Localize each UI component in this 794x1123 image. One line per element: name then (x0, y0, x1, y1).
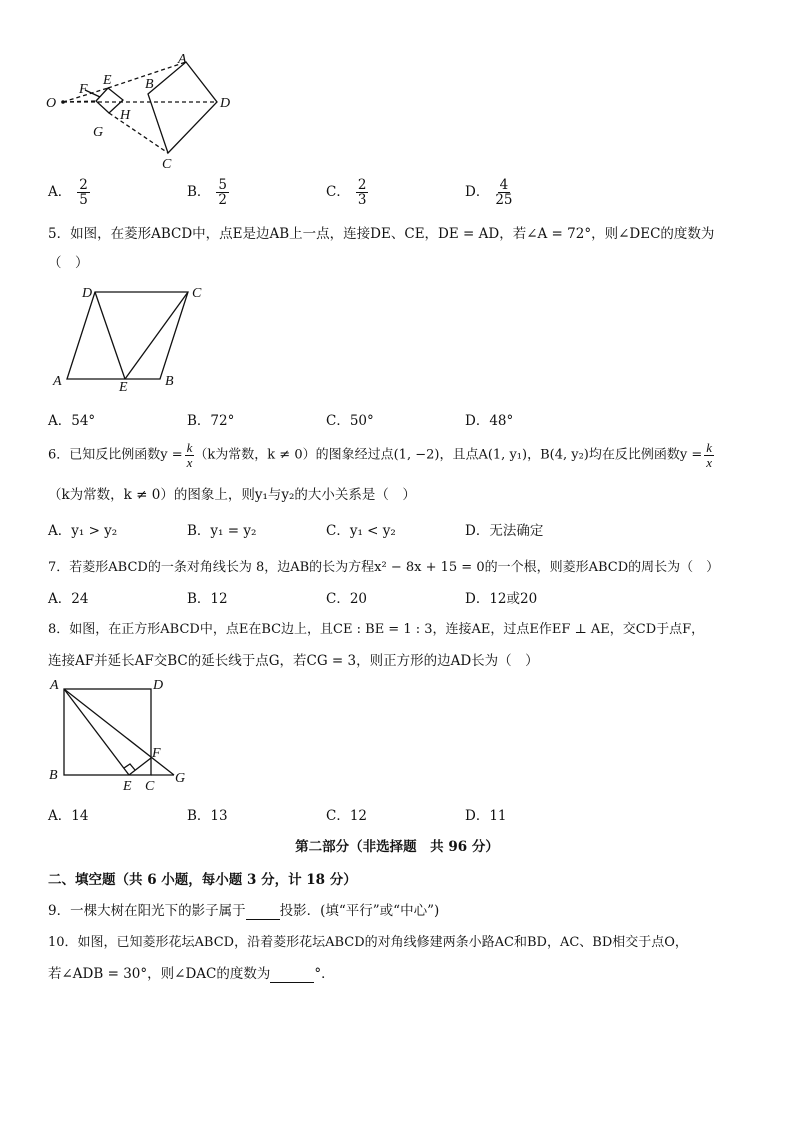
q5-label-d: D (82, 286, 93, 301)
q9-stem: 9．一棵大树在阳光下的影子属于 投影．(填“平行”或“中心”) (48, 903, 440, 919)
q8-option-d: D．11 (465, 808, 507, 824)
q4-label-e: E (103, 73, 112, 88)
q6-stem-line1: 6．已知反比例函数y = $\frac{k}{x}$ （k为常数，k ≠ 0）的图象经过点(1, −2)，且点A(1, y₁)，B(4, y₂)均在反比例函数y = $\frac{k}{x}$ (48, 440, 713, 470)
q4-label-d: D (220, 96, 231, 111)
q10-answer-blank[interactable] (270, 966, 314, 983)
q8-label-e: E (123, 779, 132, 794)
q5-option-b: B．72° (187, 413, 235, 429)
q4-label-f: F (79, 82, 88, 97)
q6-option-c: C．y₁ < y₂ (326, 523, 396, 539)
q8-option-b: B．13 (187, 808, 228, 824)
q5-option-d: D．48° (465, 413, 514, 429)
q6-option-a: A．y₁ > y₂ (48, 523, 118, 539)
q8-label-b: B (49, 768, 58, 783)
q8-option-c: C．12 (326, 808, 368, 824)
q10-stem-line2: 若∠ADB = 30°，则∠DAC的度数为 °． (48, 966, 335, 982)
q4-label-o: O (46, 96, 57, 111)
q5-label-b: B (165, 374, 174, 389)
q10-stem-line1: 10．如图，已知菱形花坛ABCD，沿着菱形花坛ABCD的对角线修建两条小路AC和BD，AC、BD相交于点O， (48, 935, 688, 950)
q8-option-a: A．14 (48, 808, 89, 824)
q4-option-b: B． $\frac{5}{2}$ (187, 177, 228, 209)
q5-option-a: A．54° (48, 413, 96, 429)
q6-option-d: D．无法确定 (465, 523, 544, 539)
q8-stem-line1: 8．如图，在正方形ABCD中，点E在BC边上，且CE : BE = 1 : 3，连接AE，过点E作EF ⊥ AE，交CD于点F， (48, 622, 705, 637)
q8-label-c: C (145, 779, 155, 794)
q8-label-f: F (152, 746, 161, 761)
q4-label-h: H (120, 108, 131, 123)
q4-option-a: A． $\frac{2}{5}$ (48, 177, 88, 209)
q5-figure (48, 283, 202, 395)
q4-label-a: A (178, 52, 187, 67)
q7-option-b: B．12 (187, 591, 228, 607)
section2-title: 二、填空题（共 6 小题，每小题 3 分，计 18 分） (48, 872, 357, 888)
q5-stem-line1: 5．如图，在菱形ABCD中，点E是边AB上一点，连接DE、CE，DE = AD，若∠A = 72°，则∠DEC的度数为 (48, 226, 715, 242)
q4-option-c: C． $\frac{2}{3}$ (326, 177, 367, 209)
q8-stem-line2: 连接AF并延长AF交BC的延长线于点G，若CG = 3，则正方形的边AD长为（ ） (48, 653, 539, 669)
q5-stem-line2: （ ） (48, 255, 89, 271)
q8-label-a: A (50, 678, 59, 693)
q7-option-c: C．20 (326, 591, 368, 607)
q6-stem-line2: （k为常数，k ≠ 0）的图象上，则y₁与y₂的大小关系是（ ） (48, 487, 416, 503)
q4-label-b: B (145, 77, 154, 92)
q8-label-g: G (175, 771, 186, 786)
q5-label-e: E (119, 380, 128, 395)
q7-stem: 7．若菱形ABCD的一条对角线长为 8，边AB的长为方程x² − 8x + 15 = 0的一个根，则菱形ABCD的周长为（ ） (48, 560, 720, 575)
q4-option-d: D． $\frac{4}{25}$ (465, 177, 513, 209)
q4-label-c: C (162, 157, 172, 172)
q4-label-g: G (93, 125, 104, 140)
q7-option-a: A．24 (48, 591, 89, 607)
q5-label-c: C (192, 286, 202, 301)
q8-label-d: D (153, 678, 164, 693)
q7-option-d: D．12或20 (465, 591, 538, 607)
q4-figure (40, 50, 240, 175)
q9-answer-blank[interactable] (246, 903, 280, 920)
q5-option-c: C．50° (326, 413, 374, 429)
q5-label-a: A (53, 374, 62, 389)
q8-figure (44, 678, 194, 793)
part2-title: 第二部分（非选择题 共 96 分） (295, 839, 499, 855)
q6-option-b: B．y₁ = y₂ (187, 523, 257, 539)
